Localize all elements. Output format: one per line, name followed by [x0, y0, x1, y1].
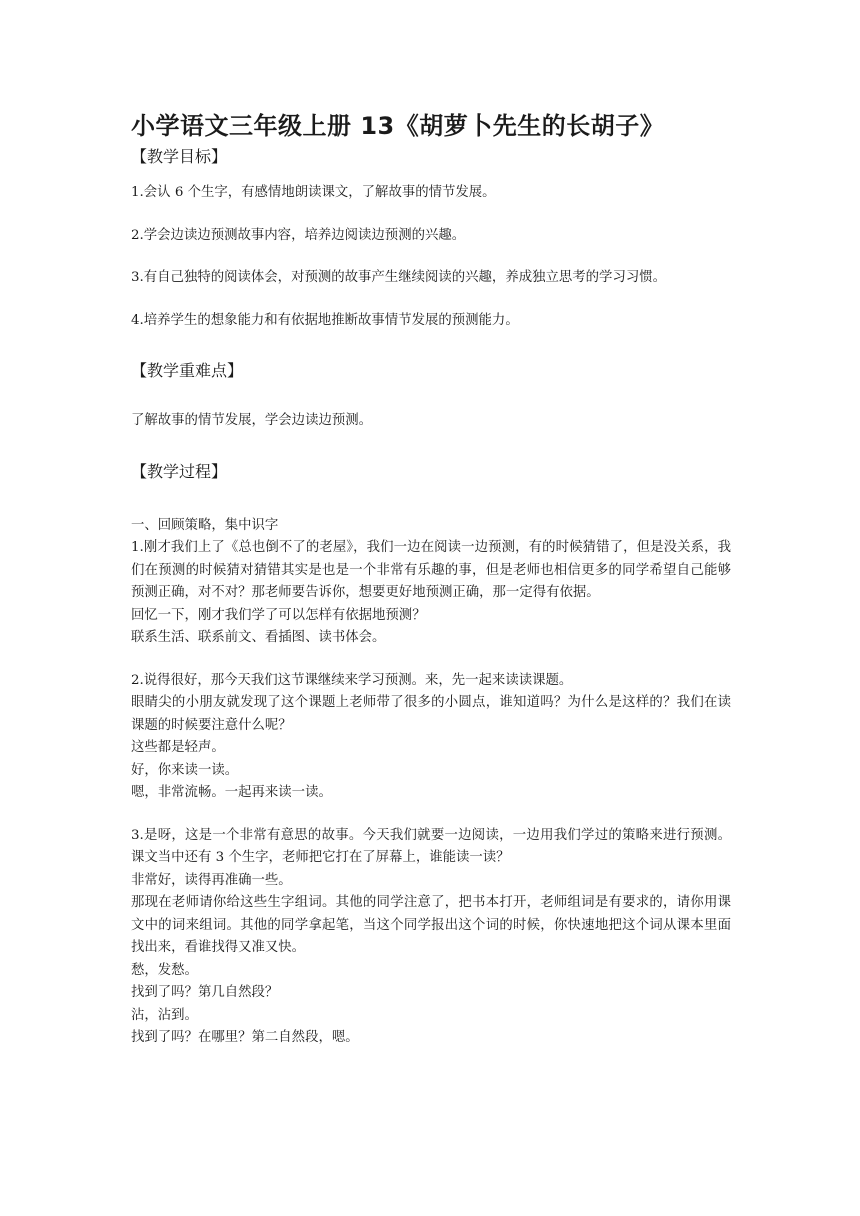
goal-item: 4.培养学生的想象能力和有依据地推断故事情节发展的预测能力。 [131, 312, 519, 328]
process-heading: 【教学过程】 [131, 461, 228, 481]
key-points-heading: 【教学重难点】 [131, 361, 244, 380]
goal-item: 1.会认 6 个生字，有感情地朗读课文，了解故事的情节发展。 [131, 185, 496, 200]
paragraph: 那现在老师请你给这些生字组词。其他的同学注意了，把书本打开，老师组词是有要求的，请你用课文中的词来组词。其他的同学拿起笔，当这个同学报出这个词的时候，你快速地把这个词从课本里面找出来，看谁找得又准又快。 [131, 895, 731, 955]
paragraph: 找到了吗？第几自然段？ [131, 985, 279, 1000]
part-title: 一、回顾策略，集中识字 [131, 517, 279, 533]
goal-item: 2.学会边读边预测故事内容，培养边阅读边预测的兴趣。 [131, 227, 466, 243]
paragraph: 眼睛尖的小朋友就发现了这个课题上老师带了很多的小圆点，谁知道吗？为什么是这样的？我们在读课题的时候要注意什么呢？ [131, 695, 731, 733]
paragraph: 这些都是轻声。 [131, 740, 225, 755]
paragraph: 愁，发愁。 [131, 962, 198, 978]
paragraph: 2.说得很好，那今天我们这节课继续来学习预测。来，先一起来读读课题。 [131, 672, 573, 688]
paragraph: 好，你来读一读。 [131, 762, 239, 778]
paragraph: 嗯，非常流畅。一起再来读一读。 [131, 785, 332, 800]
paragraph: 非常好，读得再准确一些。 [131, 872, 292, 888]
key-points-text: 了解故事的情节发展，学会边读边预测。 [131, 413, 373, 428]
goal-item: 3.有自己独特的阅读体会，对预测的故事产生继续阅读的兴趣，养成独立思考的学习习惯。 [131, 270, 667, 285]
paragraph: 1.刚才我们上了《总也倒不了的老屋》，我们一边在阅读一边预测，有的时候猜错了，但是没关系，我们在预测的时候猜对猜错其实是也是一个非常有乐趣的事，但是老师也相信更多的同学希望自己能够预测正确，对不对？那老师要告诉你，想要更好地预测正确，那一定得有依据。 [131, 540, 731, 600]
paragraph: 回忆一下，刚才我们学了可以怎样有依据地预测？ [131, 607, 426, 623]
paragraph: 3.是呀，这是一个非常有意思的故事。今天我们就要一边阅读，一边用我们学过的策略来进行预测。课文当中还有 3 个生字，老师把它打在了屏幕上，谁能读一读？ [131, 827, 731, 865]
document-title: 小学语文三年级上册 13《胡萝卜先生的长胡子》 [131, 112, 665, 140]
paragraph: 联系生活、联系前文、看插图、读书体会。 [131, 630, 386, 645]
paragraph: 找到了吗？在哪里？第二自然段，嗯。 [131, 1030, 359, 1045]
goals-heading: 【教学目标】 [131, 147, 228, 166]
paragraph: 沾，沾到。 [131, 1007, 198, 1023]
document-page [131, 108, 731, 1050]
